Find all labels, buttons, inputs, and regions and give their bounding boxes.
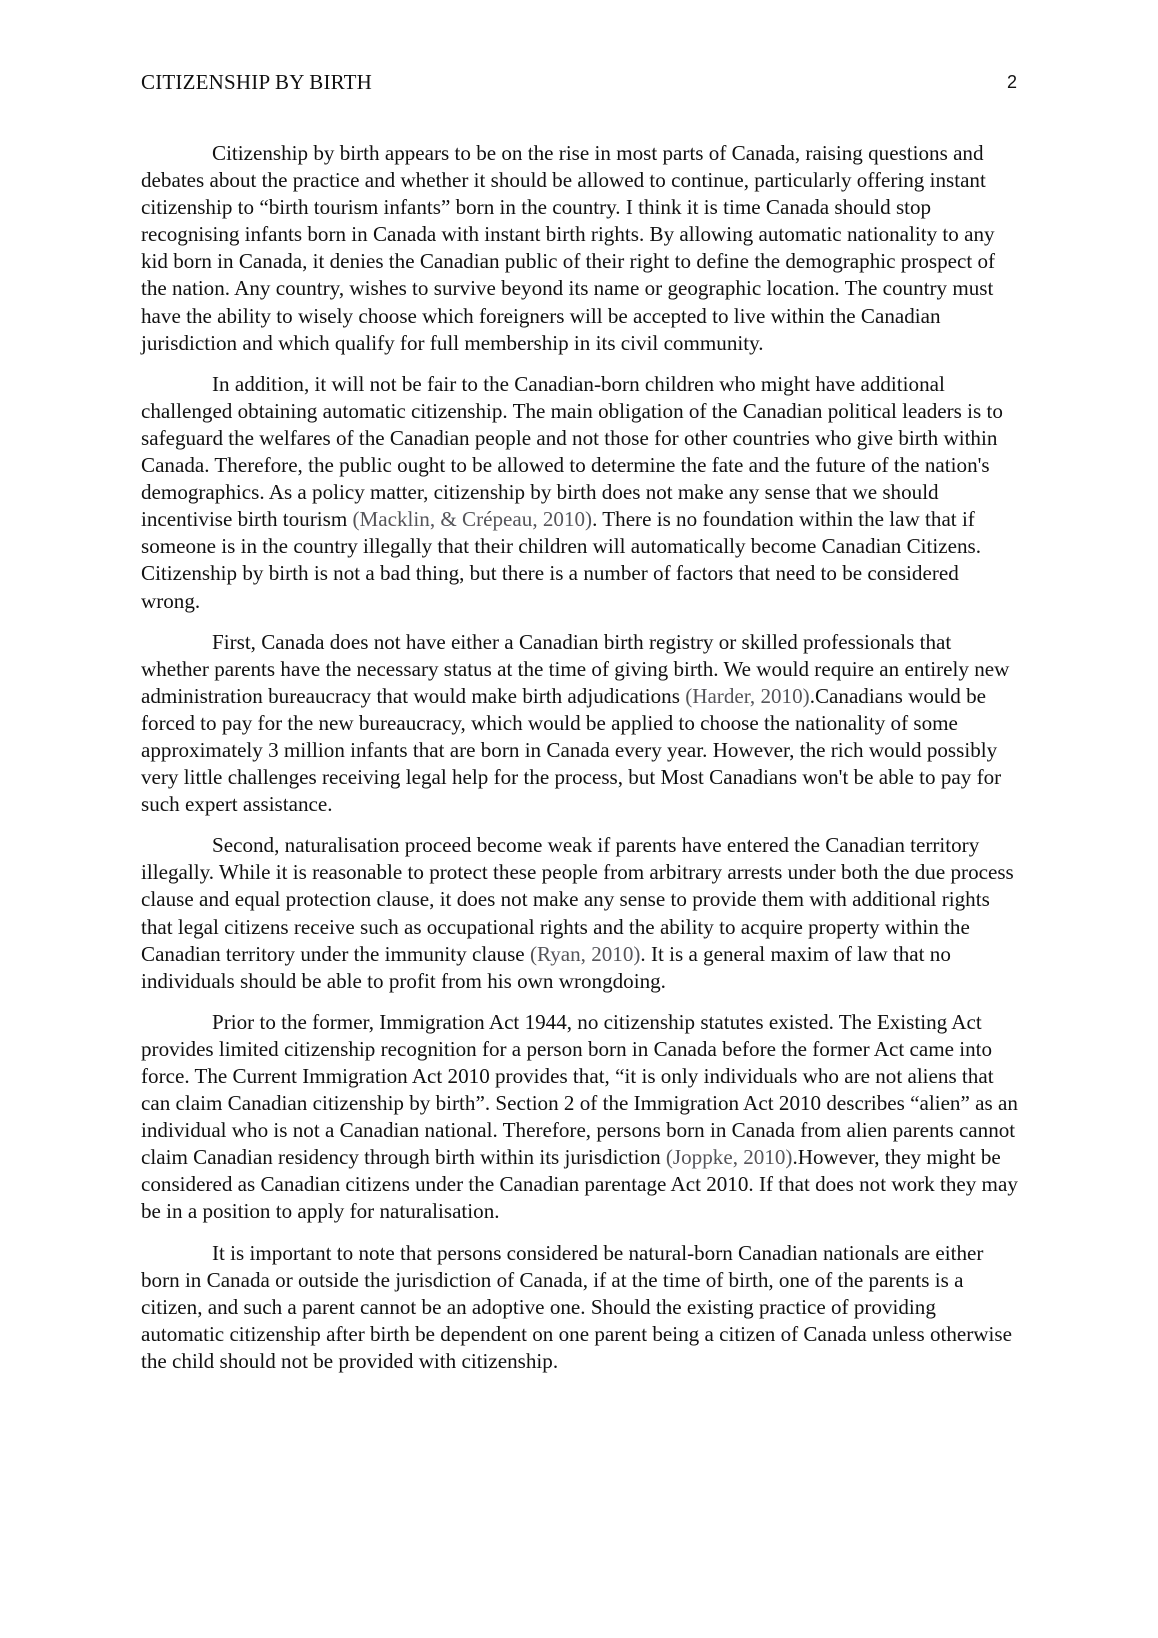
paragraph-text: . It is a general maxim of law that no individuals should be able to profit from his own wrongdoing.: [141, 941, 951, 993]
page-header: [141, 70, 1017, 100]
document-body: [141, 140, 1023, 1389]
paragraph-5: [141, 1009, 1023, 1226]
running-head: CITIZENSHIP BY BIRTH: [141, 70, 373, 94]
page-number: 2: [1006, 72, 1017, 92]
paragraph-text: Citizenship by birth appears to be on the rise in most parts of Canada, raising questions and debates about the practice and whether it should be allowed to continue, particularly offering instant citizenship to “birth tourism infants” born in the country. I think it is time Canada should stop recognising infants born in Canada with instant birth rights. By allowing automatic nationality to any kid born in Canada, it denies the Canadian public of their right to define the demographic prospect of the nation. Any country, wishes to survive beyond its name or geographic location. The country must have the ability to wisely choose which foreigners will be accepted to live within the Canadian jurisdiction and which qualify for full membership in its civil community.: [141, 141, 996, 355]
paragraph-1: [141, 140, 1023, 357]
paragraph-text: It is important to note that persons considered be natural-born Canadian nationals are either born in Canada or outside the jurisdiction of Canada, if at the time of birth, one of the parents is a citizen, and such a parent cannot be an adoptive one. Should the existing practice of providing automatic citizenship after birth be dependent on one parent being a citizen of Canada unless otherwise the child should not be provided with citizenship.: [141, 1240, 1012, 1373]
citation: (Macklin, & Crépeau, 2010): [352, 507, 593, 532]
paragraph-text: Second, naturalisation proceed become weak if parents have entered the Canadian territory illegally. While it is reasonable to protect these people from arbitrary arrests under both the due process clause and equal protection clause, it does not make any sense to provide them with additional rights that legal citizens receive such as occupational rights and the ability to acquire property within the Canadian territory under the immunity clause: [141, 833, 1014, 966]
paragraph-text: .Canadians would be forced to pay for the new bureaucracy, which would be applied to choose the nationality of some approximately 3 million infants that are born in Canada every year. However, the rich would possibly very little challenges receiving legal help for the process, but Most Canadians won't be able to pay for such expert assistance.: [141, 683, 1002, 817]
paragraph-text: Prior to the former, Immigration Act 1944, no citizenship statutes existed. The Existing Act provides limited citizenship recognition for a person born in Canada before the former Act came into force. The Current Immigration Act 2010 provides that, “it is only individuals who are not aliens that can claim Canadian citizenship by birth”. Section 2 of the Immigration Act 2010 describes “alien” as an individual who is not a Canadian national. Therefore, persons born in Canada from alien parents cannot claim Canadian residency through birth within its jurisdiction: [141, 1009, 1018, 1170]
paragraph-text: .However, they might be considered as Canadian citizens under the Canadian parentage Act 2010. If that does not work they may be in a position to apply for naturalisation.: [141, 1145, 1018, 1224]
paragraph-3: [141, 629, 1023, 819]
paragraph-text: First, Canada does not have either a Canadian birth registry or skilled professionals that whether parents have the necessary status at the time of giving birth. We would require an entirely new administration bureaucracy that would make birth adjudications: [141, 629, 1010, 708]
citation: (Harder, 2010): [685, 683, 810, 708]
citation: (Joppke, 2010): [665, 1145, 793, 1170]
citation: (Ryan, 2010): [529, 941, 641, 966]
paragraph-text: In addition, it will not be fair to the Canadian-born children who might have additional challenged obtaining automatic citizenship. The main obligation of the Canadian political leaders is to safeguard the welfares of the Canadian people and not those for other countries who give birth within Canada. Therefore, the public ought to be allowed to determine the fate and the future of the nation's demographics. As a policy matter, citizenship by birth does not make any sense that we should incentivise birth tourism: [141, 371, 1003, 532]
paragraph-6: [141, 1240, 1023, 1375]
paragraph-text: . There is no foundation within the law that if someone is in the country illegally that their children will automatically become Canadian Citizens. Citizenship by birth is not a bad thing, but there is a number of factors that need to be considered wrong.: [141, 507, 982, 613]
paragraph-4: [141, 832, 1023, 995]
paragraph-2: [141, 371, 1023, 615]
